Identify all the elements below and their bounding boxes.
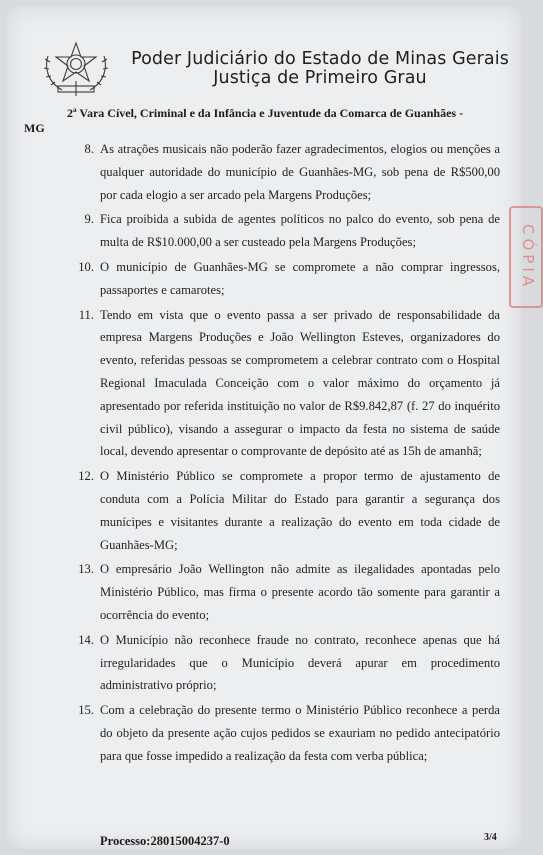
court-line2: MG bbox=[24, 121, 45, 135]
header-title-line1: Poder Judiciário do Estado de Minas Gerais bbox=[131, 49, 509, 69]
process-number: Processo:28015004237-0 bbox=[100, 834, 230, 848]
list-item bbox=[50, 138, 500, 206]
clause-text: Fica proibida a subida de agentes políticos no palco do evento, sob pena de multa de R$10.000,00 a ser custeado pela Margens Produções; bbox=[100, 212, 500, 250]
header-title-line2: Justiça de Primeiro Grau bbox=[213, 68, 427, 88]
clause-text: O município de Guanhães-MG se compromete a não comprar ingressos, passaportes e camarotes; bbox=[100, 259, 500, 297]
clause-text: O Ministério Público se compromete a propor termo de ajustamento de conduta com a Polícia Militar do Estado para garantir a segurança dos munícipes e visitantes durante a realização do evento em toda cidade de Guanhães-MG; bbox=[100, 469, 500, 552]
list-item bbox=[50, 465, 500, 556]
list-item bbox=[50, 699, 500, 767]
clause-text: Tendo em vista que o evento passa a ser privado de responsabilidade da empresa Margens Produções e João Wellington Esteves, organizadores do evento, referidas pessoas se comprometem a celebrar contrato com o Hospital Regional Imaculada Conceição com o valor máximo do orçamento já apresentado por referida instituição no valor de R$9.842,87 (f. 27 do inquérito civil público), visando a assegurar o impacto da festa no sistema de saúde local, devendo apresentar o comprovante de depósito até as 15h de amanhã; bbox=[100, 307, 500, 459]
list-item bbox=[50, 304, 500, 464]
clause-text: As atrações musicais não poderão fazer agradecimentos, elogios ou menções a qualquer autoridade do município de Guanhães-MG, sob pena de R$500,00 por cada elogio a ser arcado pela Margens Produções; bbox=[100, 142, 500, 202]
document-page bbox=[6, 6, 537, 849]
brasao-crest-icon bbox=[40, 40, 112, 98]
clause-number: 10. bbox=[78, 259, 94, 274]
clauses-list bbox=[50, 138, 500, 770]
clause-number: 9. bbox=[84, 212, 94, 227]
clause-number: 15. bbox=[78, 703, 94, 718]
clause-number: 11. bbox=[78, 307, 94, 322]
list-item bbox=[50, 629, 500, 697]
clause-number: 8. bbox=[84, 142, 94, 156]
clause-number: 13. bbox=[78, 562, 94, 577]
page-number: 3/4 bbox=[484, 832, 497, 843]
clause-text: Com a celebração do presente termo o Ministério Público reconhece a perda do objeto da presente ação cujos pedidos se exauriam no pedido antecipatório para que fosse impedido a realização da festa com verba pública; bbox=[100, 703, 500, 763]
clause-number: 12. bbox=[78, 469, 94, 484]
list-item bbox=[50, 256, 500, 302]
list-item bbox=[50, 208, 500, 254]
court-header-title bbox=[118, 50, 522, 88]
clause-text: O Município não reconhece fraude no contrato, reconhece apenas que há irregularidades que o Município deverá apurar em procedimento administrativo próprio; bbox=[100, 632, 500, 693]
clause-text: O empresário João Wellington não admite as ilegalidades apontadas pelo Ministério Público, mas firma o presente acordo tão somente para garantir a ocorrência do evento; bbox=[100, 562, 500, 622]
court-name bbox=[24, 106, 494, 136]
copy-stamp: CÓPIA bbox=[509, 206, 543, 308]
court-line1: 2ª Vara Cível, Criminal e da Infância e Juventude da Comarca de Guanhães - bbox=[67, 106, 464, 120]
clause-number: 14. bbox=[78, 632, 94, 647]
list-item bbox=[50, 558, 500, 626]
